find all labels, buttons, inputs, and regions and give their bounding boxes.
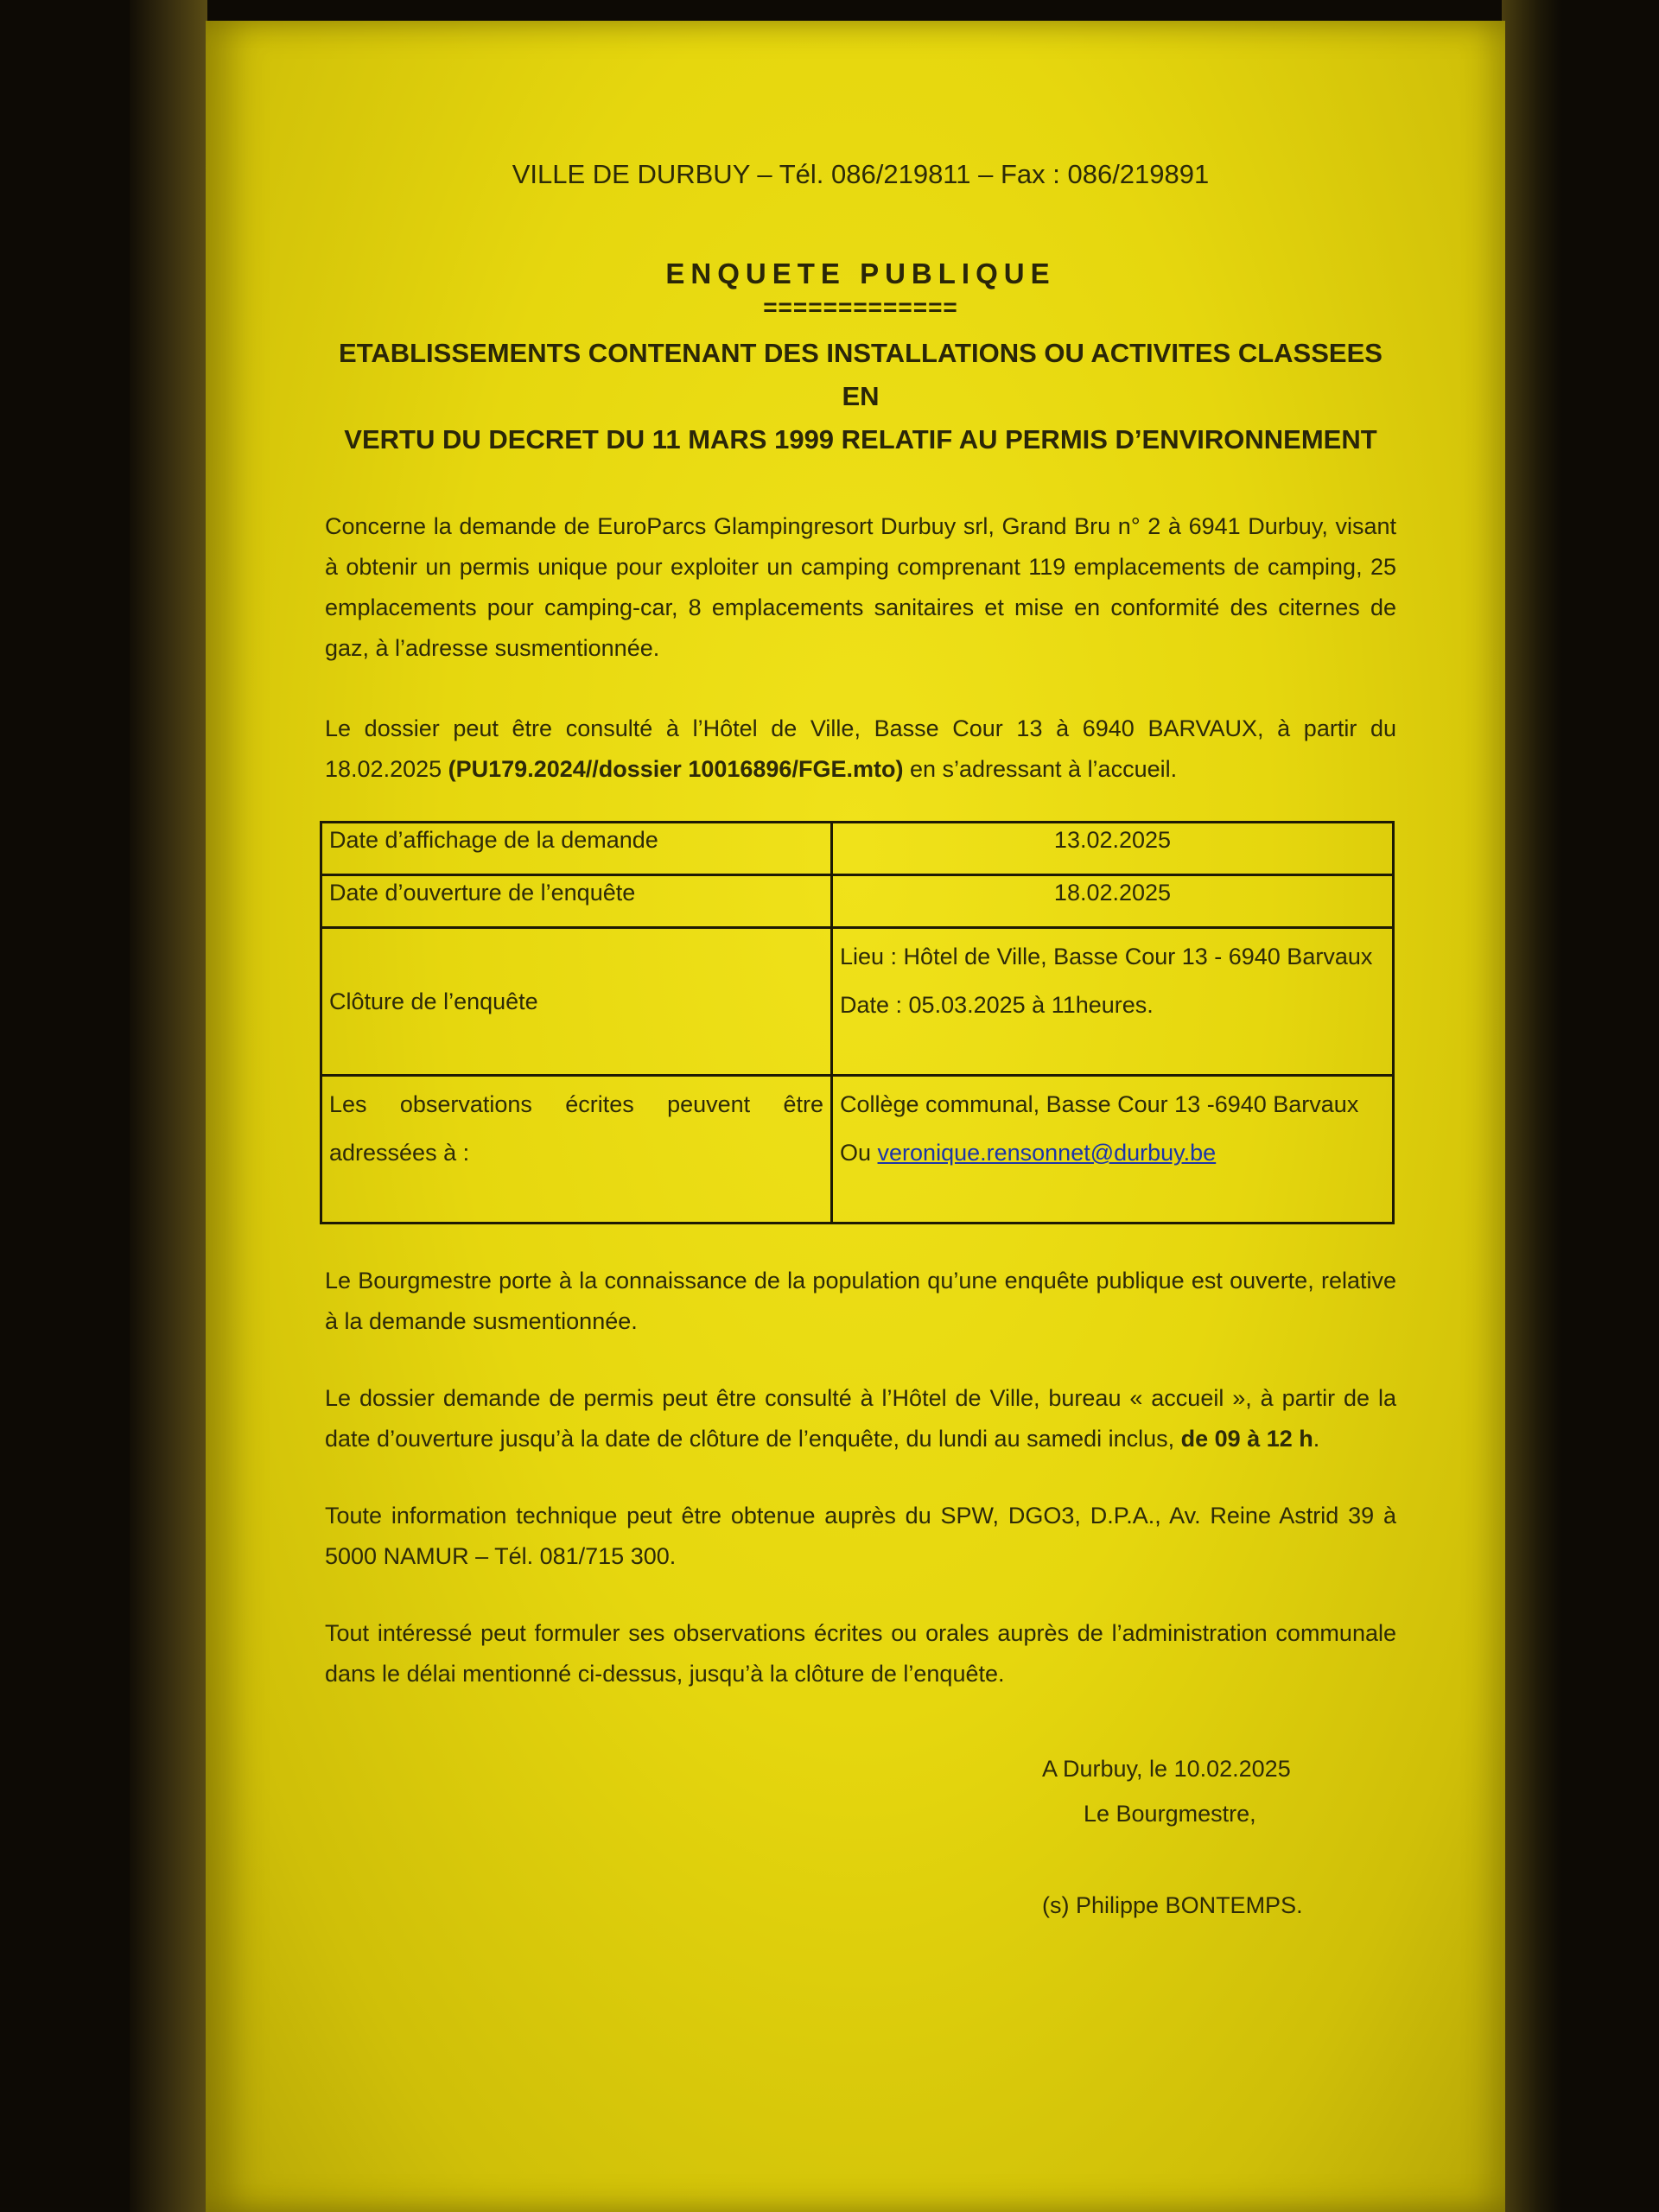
bourgmestre-announcement: Le Bourgmestre porte à la connaissance de la population qu’une enquête publique est ouverte, relative à la demande susmentionnée. — [325, 1268, 1396, 1334]
cloture-label: Clôture de l’enquête — [321, 928, 832, 1076]
notice-title: ENQUETE PUBLIQUE — [665, 257, 1056, 289]
signature-title: Le Bourgmestre, — [1084, 1801, 1256, 1827]
table-row — [321, 928, 1394, 1076]
consultation-text: Le dossier demande de permis peut être consulté à l’Hôtel de Ville, bureau « accueil », à partir de la date d’ouverture jusqu’à la date de clôture de l’enquête, du lundi au samedi inclus, — [325, 1385, 1396, 1452]
dossier-suffix: en s’adressant à l’accueil. — [903, 756, 1178, 782]
observations-or: Ou — [840, 1140, 878, 1166]
notice-subtitle — [325, 332, 1396, 461]
cloture-details — [832, 928, 1394, 1076]
notice-sheet — [206, 21, 1505, 2212]
observations-word: être — [783, 1091, 823, 1117]
municipality-header: VILLE DE DURBUY – Tél. 086/219811 – Fax : 086/219891 — [512, 159, 1210, 189]
contact-email-link[interactable]: veronique.rensonnet@durbuy.be — [877, 1140, 1217, 1166]
dossier-reference: (PU179.2024//dossier 10016896/FGE.mto) — [448, 756, 904, 782]
signature-name: (s) Philippe BONTEMPS. — [1042, 1892, 1303, 1918]
observations-label — [321, 1076, 832, 1224]
signature-place-date: A Durbuy, le 10.02.2025 — [1042, 1756, 1291, 1782]
dossier-consultation — [325, 709, 1396, 790]
cloture-date: Date : 05.03.2025 à 11heures. — [840, 992, 1154, 1018]
signature-block — [1042, 1746, 1396, 1928]
subtitle-line-2: VERTU DU DECRET DU 11 MARS 1999 RELATIF AU PERMIS D’ENVIRONNEMENT — [344, 424, 1377, 454]
observations-address: Collège communal, Basse Cour 13 -6940 Barvaux — [840, 1091, 1359, 1117]
ouverture-label: Date d’ouverture de l’enquête — [321, 875, 832, 928]
inquiry-dates-table — [320, 821, 1395, 1224]
observations-paragraph: Tout intéressé peut formuler ses observations écrites ou orales auprès de l’administration communale dans le délai mentionné ci-dessus, jusqu’à la clôture de l’enquête. — [325, 1620, 1396, 1687]
consultation-hours-paragraph — [325, 1378, 1396, 1459]
request-description: Concerne la demande de EuroParcs Glampingresort Durbuy srl, Grand Bru n° 2 à 6941 Durbuy, visant à obtenir un permis unique pour exploiter un camping comprenant 119 emplacements de camping, 25 emplacements pour camping-car, 8 emplacements sanitaires et mise en conformité des citernes de gaz, à l’adresse susmentionnée. — [325, 513, 1396, 661]
observations-label-line-2: adressées à : — [329, 1140, 470, 1166]
table-row — [321, 823, 1394, 875]
display-frame-right — [1502, 0, 1562, 2212]
observations-label-line-1 — [329, 1080, 823, 1128]
observations-recipient — [832, 1076, 1394, 1224]
table-row — [321, 1076, 1394, 1224]
observations-word: écrites — [565, 1091, 634, 1117]
consultation-end: . — [1313, 1426, 1320, 1452]
ouverture-value: 18.02.2025 — [832, 875, 1394, 928]
observations-word: Les — [329, 1091, 367, 1117]
dossier-text: Le dossier peut être consulté à l’Hôtel de Ville, Basse Cour 13 à 6940 BARVAUX, à partir du 18.02.2025 — [325, 715, 1396, 782]
notice-content — [325, 159, 1396, 1928]
cloture-lieu: Lieu : Hôtel de Ville, Basse Cour 13 - 6940 Barvaux — [840, 944, 1373, 969]
affichage-value: 13.02.2025 — [832, 823, 1394, 875]
observations-email-line — [840, 1128, 1385, 1177]
consultation-hours: de 09 à 12 h — [1180, 1426, 1313, 1452]
affichage-label: Date d’affichage de la demande — [321, 823, 832, 875]
observations-word: peuvent — [667, 1091, 751, 1117]
display-frame-left — [130, 0, 207, 2212]
observations-word: observations — [399, 1091, 532, 1117]
subtitle-line-1: ETABLISSEMENTS CONTENANT DES INSTALLATIONS OU ACTIVITES CLASSEES EN — [339, 338, 1382, 411]
title-separator: ============= — [763, 294, 958, 321]
technical-information: Toute information technique peut être obtenue auprès du SPW, DGO3, D.P.A., Av. Reine Astrid 39 à 5000 NAMUR – Tél. 081/715 300. — [325, 1503, 1396, 1569]
table-row — [321, 875, 1394, 928]
